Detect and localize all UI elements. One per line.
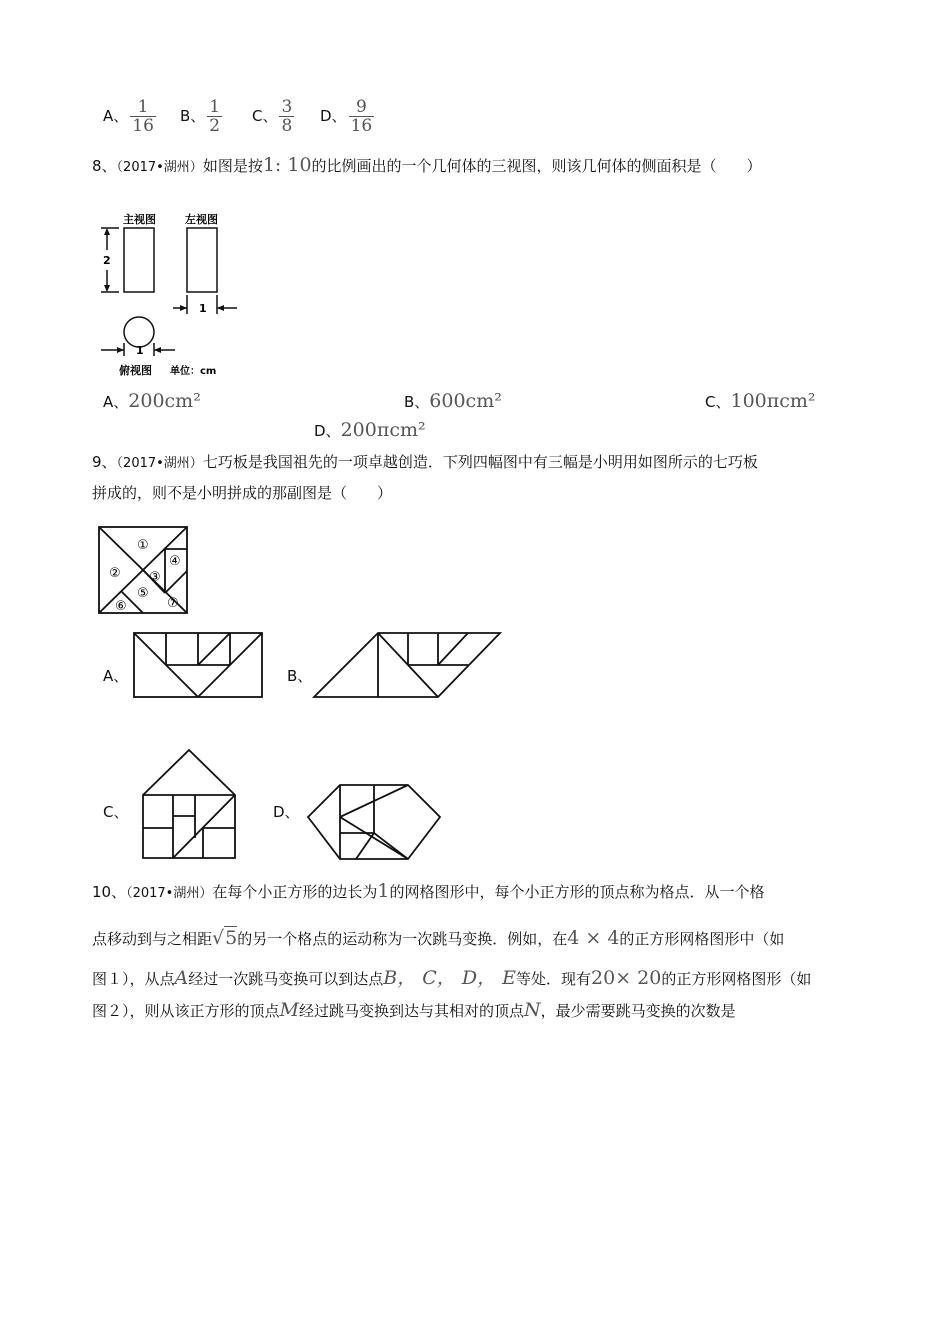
- q7-option-a[interactable]: A、 $\frac{1}{16}$: [103, 97, 154, 136]
- height-label: 2: [103, 254, 111, 267]
- fraction: $\frac{1}{16}$: [132, 97, 154, 136]
- piece-2: ②: [109, 566, 121, 581]
- q7-option-b[interactable]: B、 $\frac{1}{2}$: [180, 97, 221, 136]
- front-view-label: 主视图: [123, 213, 156, 226]
- q9-option-d-figure[interactable]: [306, 713, 442, 863]
- fraction: $\frac{3}{8}$: [281, 97, 293, 136]
- q8-option-d[interactable]: D、200πcm²: [314, 419, 426, 441]
- q9-option-b-label[interactable]: B、: [287, 667, 313, 685]
- piece-6: ⑥: [115, 599, 127, 614]
- q8-option-c[interactable]: C、100πcm²: [705, 390, 816, 412]
- q9-option-d-label[interactable]: D、: [273, 803, 300, 821]
- sqrt-symbol: √5: [212, 927, 238, 949]
- fraction: $\frac{9}{16}$: [350, 97, 373, 136]
- three-view-figure: [95, 210, 255, 380]
- left-view-label: 左视图: [185, 213, 218, 226]
- q7-option-d[interactable]: D、 $\frac{9}{16}$: [320, 97, 373, 136]
- q9-option-c-label[interactable]: C、: [103, 803, 129, 821]
- piece-1: ①: [137, 538, 149, 553]
- q10-stem-line2: 点移动到与之相距√5的另一个格点的运动称为一次跳马变换．例如，在4 × 4的正方形网格图形中（如: [92, 927, 785, 949]
- piece-7: ⑦: [167, 596, 179, 611]
- front-view-rect: [124, 228, 154, 292]
- top-view-circle: [124, 317, 154, 347]
- top-view-label: 俯视图: [119, 364, 152, 377]
- q10-stem-line3: 图１），从点A经过一次跳马变换可以到达点B， C， D， E等处．现有20× 20的正方形网格图形（如: [92, 967, 812, 989]
- q9-stem-line1: 9、（2017•湖州）七巧板是我国祖先的一项卓越创造．下列四幅图中有三幅是小明用如图所示的七巧板: [92, 453, 758, 471]
- q10-stem-line4: 图２），则从该正方形的顶点M经过跳马变换到达与其相对的顶点N，最少需要跳马变换的次数是: [92, 999, 736, 1021]
- q7-option-c[interactable]: C、 $\frac{3}{8}$: [252, 97, 293, 136]
- left-width-label: 1: [199, 302, 207, 315]
- piece-5: ⑤: [137, 586, 149, 601]
- q8-option-a[interactable]: A、200cm²: [103, 390, 201, 412]
- q9-stem-line2: 拼成的，则不是小明拼成的那副图是（ ）: [92, 484, 393, 502]
- unit-label: 单位：cm: [170, 366, 217, 377]
- tangram-reference: [97, 525, 191, 615]
- q10-stem-line1: 10、（2017•湖州）在每个小正方形的边长为1的网格图形中，每个小正方形的顶点称为格点．从一个格: [92, 880, 765, 902]
- fraction: $\frac{1}{2}$: [209, 97, 221, 136]
- top-width-label: 1: [136, 344, 144, 357]
- q8-stem: 8、（2017•湖州）如图是按1: 10的比例画出的一个几何体的三视图，则该几何体的侧面积是（ ）: [92, 154, 762, 176]
- q9-option-a-figure[interactable]: [132, 631, 264, 699]
- left-view-rect: [187, 228, 217, 292]
- piece-4: ④: [169, 554, 181, 569]
- q8-option-b[interactable]: B、600cm²: [404, 390, 502, 412]
- q9-option-b-figure[interactable]: [312, 631, 502, 699]
- q9-option-c-figure[interactable]: [139, 748, 241, 862]
- q9-option-a-label[interactable]: A、: [103, 667, 129, 685]
- piece-3: ③: [149, 570, 161, 585]
